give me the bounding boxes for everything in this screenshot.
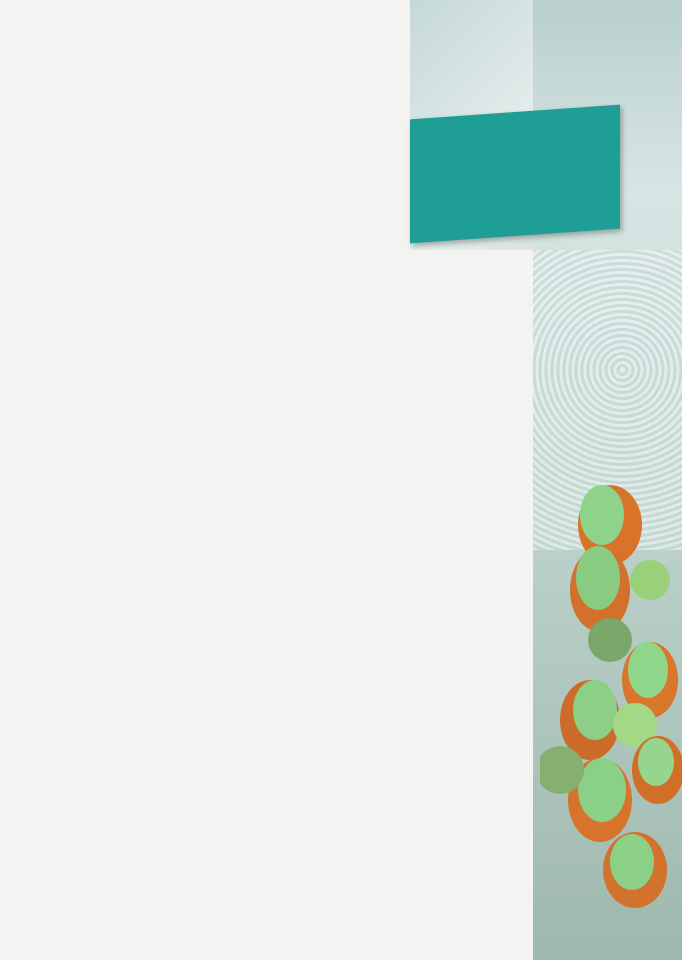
legend: [30, 688, 230, 691]
knitting-chart: [30, 265, 500, 945]
pears-photo: [540, 470, 682, 910]
teal-banner: [410, 105, 620, 244]
